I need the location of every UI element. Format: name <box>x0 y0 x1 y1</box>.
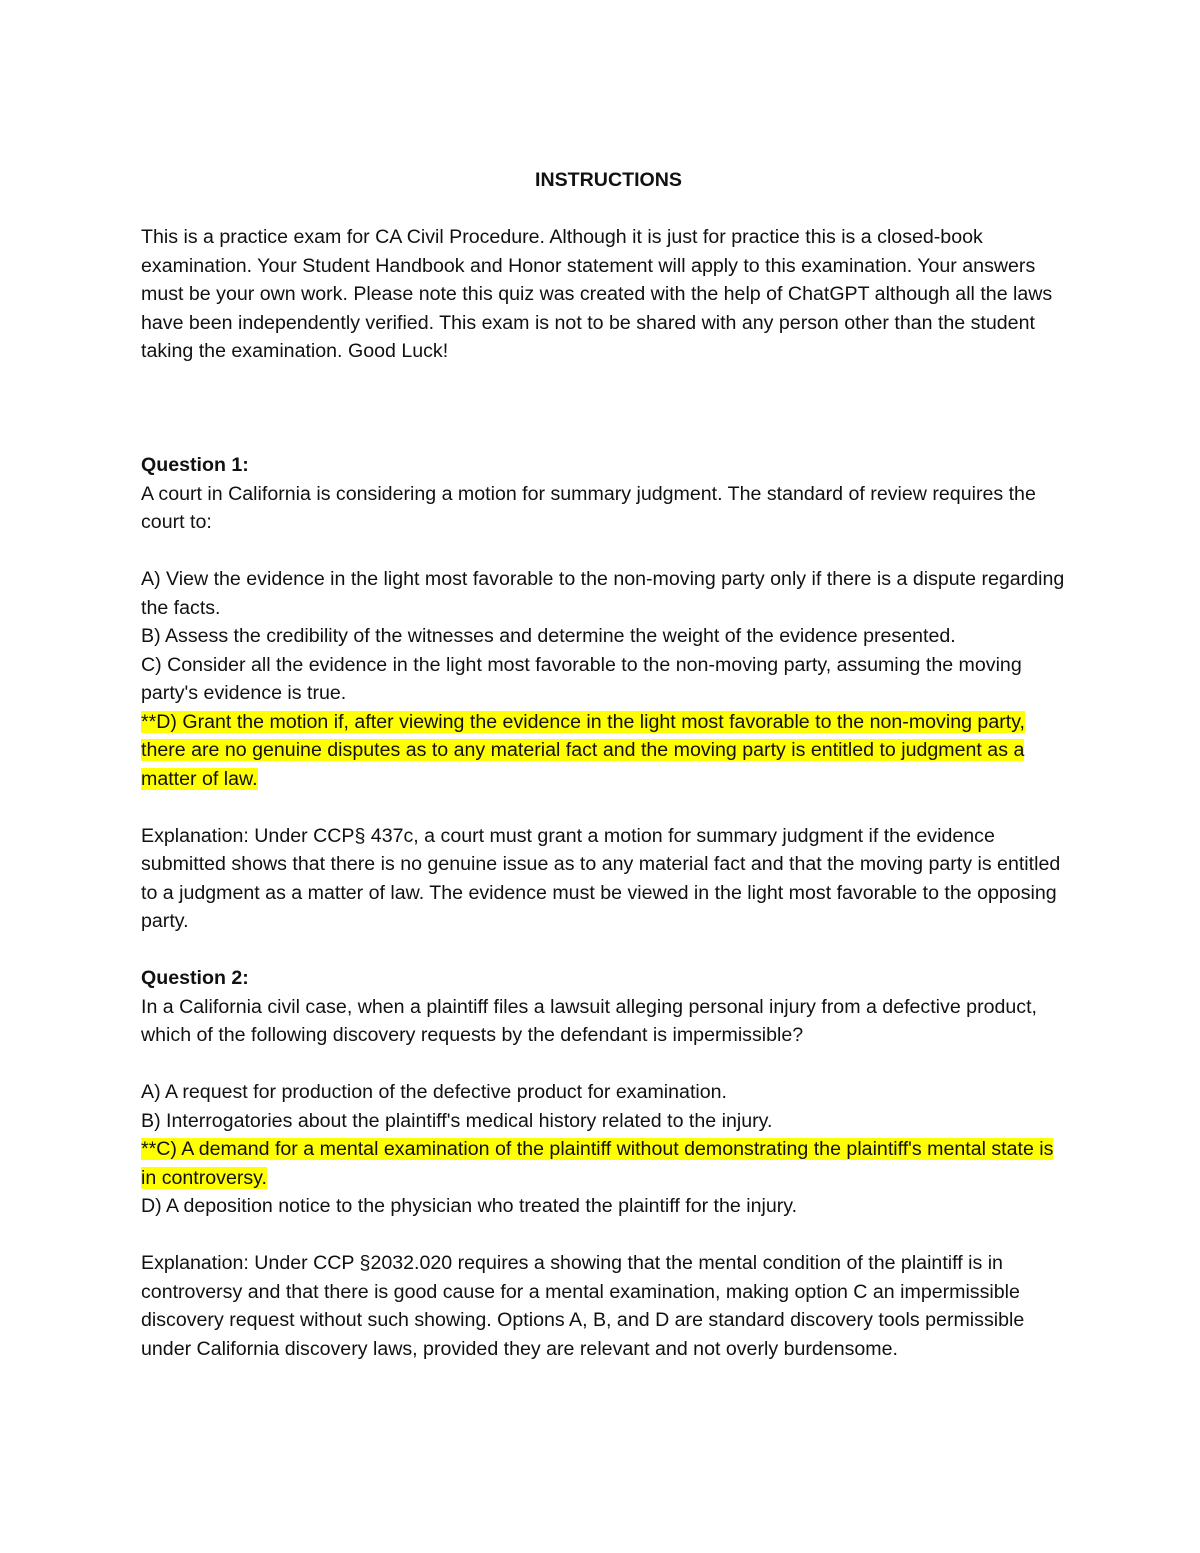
answer-option-a: A) A request for production of the defective product for examination. <box>141 1081 727 1103</box>
explanation-paragraph: Explanation: Under CCP §2032.020 requires a showing that the mental condition of the plaintiff is in controversy and that there is good cause for a mental examination, making option C an impermissible discovery request without such showing. Options A, B, and D are standard discovery tools permissible under California discovery laws, provided they are relevant and not overly burdensome. <box>141 1252 1025 1360</box>
spacer <box>141 793 1066 822</box>
answer-option-d-correct <box>141 708 1066 794</box>
intro-paragraph: This is a practice exam for CA Civil Procedure. Although it is just for practice this is a closed-book examination. Your Student Handbook and Honor statement will apply to this examination. Your answers must be your own work. Please note this quiz was created with the help of ChatGPT although all the laws have been independently verified. This exam is not to be shared with any person other than the student taking the examination. Good Luck! <box>141 226 1053 362</box>
answer-option-c: C) Consider all the evidence in the light most favorable to the non-moving party, assuming the moving party's evidence is true. <box>141 653 1022 704</box>
answer-option-d: D) A deposition notice to the physician who treated the plaintiff for the injury. <box>141 1195 798 1217</box>
correct-answer-highlight: **C) A demand for a mental examination of the plaintiff without demonstrating the plaintiff's mental state is in controversy. <box>141 1138 1054 1189</box>
document-body <box>141 166 1066 1363</box>
question-block-1 <box>141 451 1066 936</box>
correct-answer-highlight: **D) Grant the motion if, after viewing the evidence in the light most favorable to the non-moving party, there are no genuine disputes as to any material fact and the moving party is entitled to judgment as a matter of law. <box>141 710 1025 790</box>
spacer <box>141 1050 1066 1079</box>
question-heading: Question 2: <box>141 967 249 989</box>
spacer <box>141 537 1066 566</box>
spacer <box>141 195 1066 224</box>
question-prompt: In a California civil case, when a plaintiff files a lawsuit alleging personal injury from a defective product, which of the following discovery requests by the defendant is impermissible? <box>141 995 1037 1046</box>
answer-option-c-correct <box>141 1135 1066 1192</box>
page-title: INSTRUCTIONS <box>535 169 682 191</box>
spacer <box>141 936 1066 965</box>
spacer <box>141 1221 1066 1250</box>
answer-option-b: B) Interrogatories about the plaintiff's medical history related to the injury. <box>141 1109 773 1132</box>
question-heading: Question 1: <box>141 454 249 476</box>
answer-option-a: A) View the evidence in the light most favorable to the non-moving party only if there is a dispute regarding the facts. <box>141 568 1065 619</box>
question-prompt: A court in California is considering a motion for summary judgment. The standard of review requires the court to: <box>141 482 1036 533</box>
answer-option-b: B) Assess the credibility of the witnesses and determine the weight of the evidence presented. <box>141 625 956 647</box>
question-block-2 <box>141 964 1066 1363</box>
explanation-paragraph: Explanation: Under CCP§ 437c, a court must grant a motion for summary judgment if the evidence submitted shows that there is no genuine issue as to any material fact and that the moving party is entitled to a judgment as a matter of law. The evidence must be viewed in the light most favorable to the opposing party. <box>141 824 1061 932</box>
spacer <box>141 366 1066 452</box>
